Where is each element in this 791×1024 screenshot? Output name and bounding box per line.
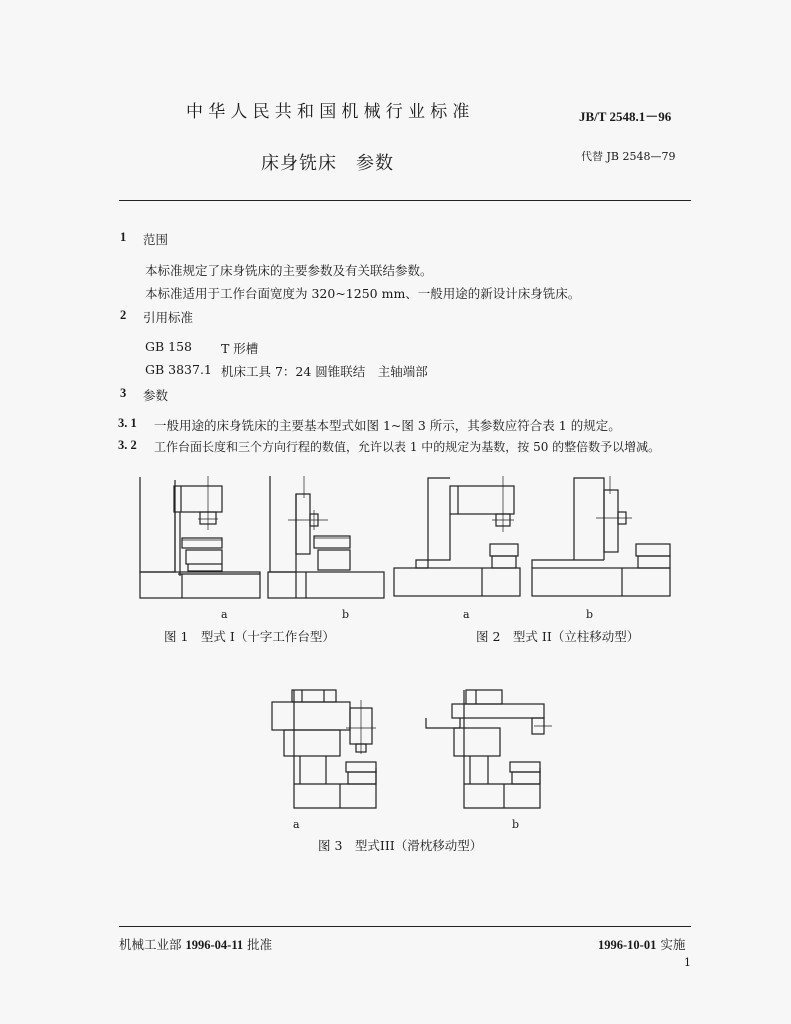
issuer: 机械工业部 (119, 937, 182, 952)
figure-1b-label: b (342, 608, 350, 621)
figure-1-caption: 图 1 型式 I（十字工作台型） (164, 629, 335, 644)
figure-2a-label: a (463, 608, 470, 621)
section-2-number: 2 (120, 308, 127, 322)
figure-3a-label: a (293, 818, 300, 831)
section-1-paragraph-2: 本标准适用于工作台面宽度为 320~1250 mm、一般用途的新设计床身铣床。 (145, 286, 581, 301)
figure-3-caption: 图 3 型式III（滑枕移动型） (318, 838, 483, 853)
effective-label: 实施 (660, 937, 686, 952)
reference-2-code: GB 3837.1 (145, 362, 212, 377)
figure-3b-label: b (512, 818, 520, 831)
effective-date: 1996-10-01 (598, 938, 657, 952)
reference-1-code: GB 158 (145, 339, 193, 354)
issuing-organization: 中华人民共和国机械行业标准 (186, 102, 475, 122)
replaces-standard: 代替 JB 2548—79 (581, 150, 676, 163)
reference-1-name: T 形槽 (221, 341, 259, 356)
section-1-number: 1 (120, 230, 127, 244)
figure-2b-label: b (586, 608, 594, 621)
figure-3a-drawing (262, 688, 382, 810)
page-number: 1 (684, 956, 691, 969)
header-rule (119, 200, 691, 201)
figure-3b-drawing (422, 688, 552, 810)
figure-2-caption: 图 2 型式 II（立柱移动型） (476, 629, 640, 644)
section-1-title: 范围 (143, 232, 169, 247)
clause-3-2-text: 工作台面长度和三个方向行程的数值，允许以表 1 中的规定为基数，按 50 的整倍数予以增减。 (154, 440, 661, 454)
figure-2a-drawing (392, 476, 522, 600)
effective-line (598, 935, 685, 953)
section-2-title: 引用标准 (143, 310, 194, 325)
section-3-title: 参数 (143, 388, 169, 403)
clause-3-2-number: 3. 2 (118, 438, 137, 452)
clause-3-1-text: 一般用途的床身铣床的主要基本型式如图 1~图 3 所示，其参数应符合表 1 的规定。 (154, 418, 621, 433)
standard-number: JB/T 2548.1－96 (579, 109, 672, 124)
approval-label: 批准 (247, 937, 273, 952)
figure-1b-drawing (266, 476, 386, 600)
figure-1a-drawing (138, 476, 262, 600)
footer-rule (119, 926, 691, 927)
figure-2b-drawing (530, 476, 672, 600)
section-3-number: 3 (120, 386, 127, 400)
reference-2-name: 机床工具 7：24 圆锥联结 主轴端部 (221, 364, 428, 379)
document-title: 床身铣床 参数 (261, 153, 394, 174)
approval-line (119, 935, 272, 953)
clause-3-1-number: 3. 1 (118, 416, 137, 430)
figure-1a-label: a (221, 608, 228, 621)
approval-date: 1996-04-11 (185, 938, 244, 952)
section-1-paragraph-1: 本标准规定了床身铣床的主要参数及有关联结参数。 (145, 263, 433, 278)
